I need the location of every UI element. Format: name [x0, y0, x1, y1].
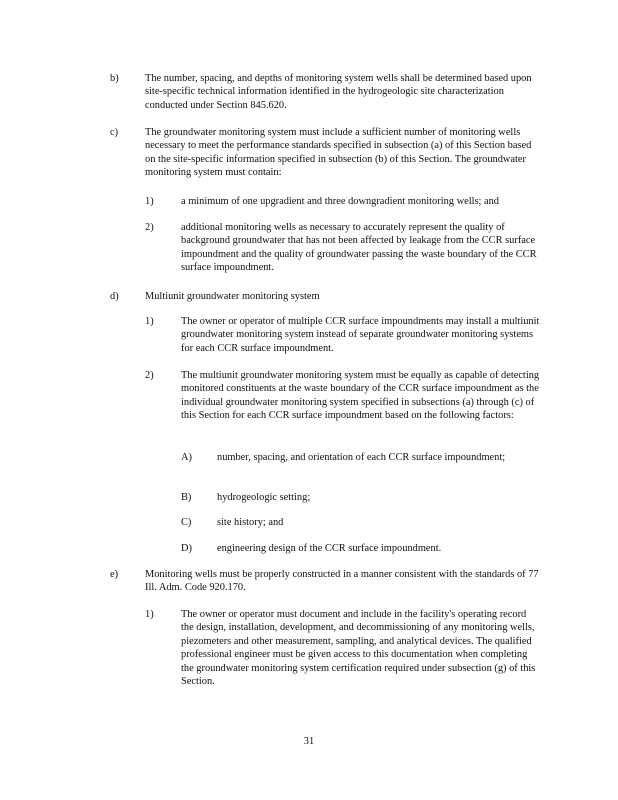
- subitem-label: 1): [145, 196, 154, 207]
- item-text: Monitoring wells must be properly constructed in a manner consistent with the standards of 77 Ill. Adm. Code 920.170.: [145, 569, 539, 594]
- subitem-text: number, spacing, and orientation of each CCR surface impoundment;: [217, 452, 506, 463]
- subitem-label: 1): [145, 316, 154, 327]
- subitem-label: A): [181, 452, 192, 463]
- page-number: 31: [303, 736, 315, 747]
- subitem-label: B): [181, 492, 192, 503]
- subitem-text: The owner or operator of multiple CCR surface impoundments may install a multiunit groundwater monitoring system instead of separate groundwater monitoring systems for each CCR surface impoundment.: [181, 316, 540, 354]
- subitem-text: The multiunit groundwater monitoring system must be equally as capable of detecting monitored constituents at the waste boundary of the CCR surface impoundment as the individual groundwater monitoring system specified in subsections (a) through (c) of this Section for each CCR surface impoundment based on the following factors:: [181, 370, 540, 422]
- subitem-text: site history; and: [217, 517, 284, 528]
- subitem-text: The owner or operator must document and include in the facility's operating record the design, installation, development, and decommissioning of any monitoring wells, piezometers and other measurement, sampling, and analytical devices. The qualified professional engineer must be given access to this documentation when completing the groundwater monitoring system certification required under subsection (g) of this Section.: [181, 609, 536, 688]
- subitem-label: D): [181, 543, 192, 554]
- item-text: Multiunit groundwater monitoring system: [145, 291, 320, 302]
- subitem-label: C): [181, 517, 192, 528]
- subitem-label: 2): [145, 370, 154, 381]
- item-label: b): [110, 73, 119, 84]
- subitem-label: 2): [145, 222, 154, 233]
- item-text: The number, spacing, and depths of monitoring system wells shall be determined based upon site-specific technical information identified in the hydrogeologic site characterization conducted under Section 845.620.: [145, 73, 532, 111]
- item-label: d): [110, 291, 119, 302]
- subitem-text: a minimum of one upgradient and three downgradient monitoring wells; and: [181, 196, 499, 207]
- subitem-label: 1): [145, 609, 154, 620]
- subitem-text: hydrogeologic setting;: [217, 492, 311, 503]
- item-label: c): [110, 127, 119, 138]
- item-text: The groundwater monitoring system must include a sufficient number of monitoring wells necessary to meet the performance standards specified in subsection (a) of this Section based on the site-specific information specified in subsection (b) of this Section. The groundwater monitoring system must contain:: [145, 127, 532, 179]
- subitem-text: additional monitoring wells as necessary to accurately represent the quality of background groundwater that has not been affected by leakage from the CCR surface impoundment and the quality of groundwater passing the waste boundary of the CCR surface impoundment.: [181, 222, 537, 274]
- item-label: e): [110, 569, 119, 580]
- subitem-text: engineering design of the CCR surface impoundment.: [217, 543, 442, 554]
